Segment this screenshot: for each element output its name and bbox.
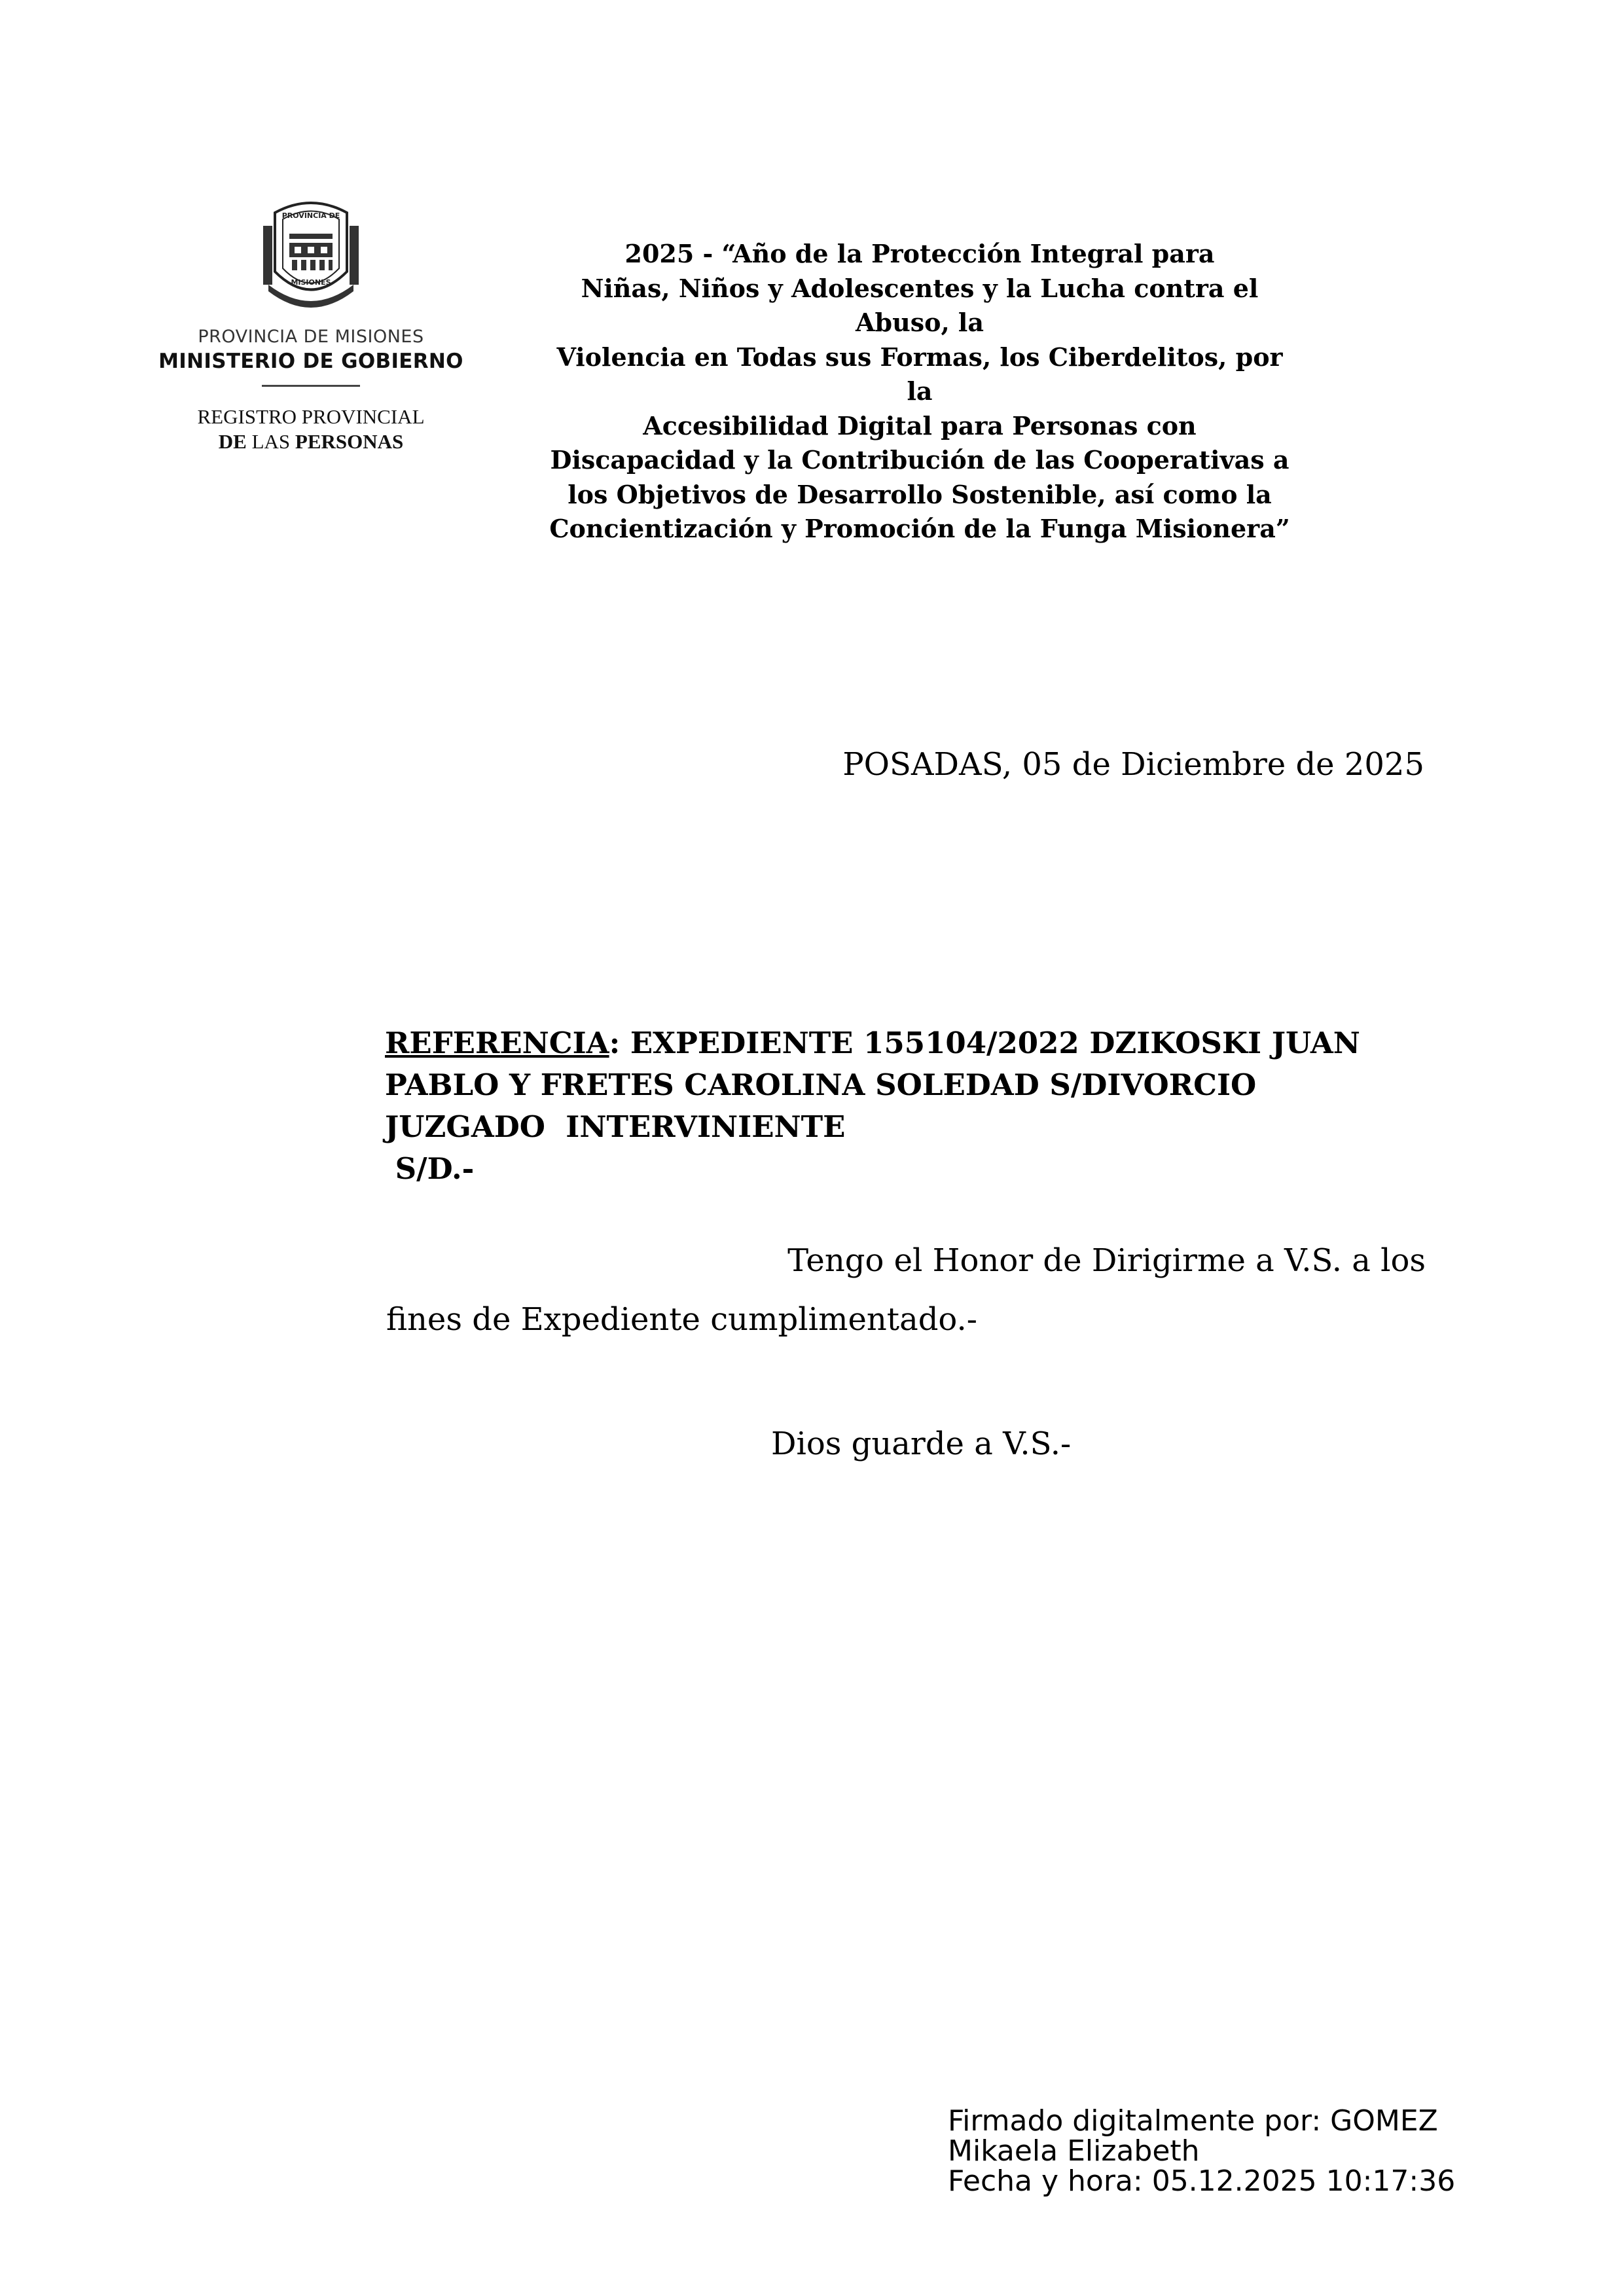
motto-line: Niñas, Niños y Adolescentes y la Lucha contra el (581, 273, 1259, 303)
motto-line: Violencia en Todas sus Formas, los Ciberdelitos, por (556, 342, 1283, 372)
closing-line: Dios guarde a V.S.- (771, 1426, 1072, 1462)
body-paragraph-line-2: fines de Expediente cumplimentado.- (386, 1301, 977, 1338)
reference-line-1-rest: : EXPEDIENTE 155104/2022 DZIKOSKI JUAN (609, 1026, 1360, 1060)
motto-line: 2025 - “Año de la Protección Integral para (624, 239, 1215, 268)
body-paragraph-line-1: Tengo el Honor de Dirigirme a V.S. a los (787, 1242, 1426, 1279)
motto-line: los Objetivos de Desarrollo Sostenible, así como la (568, 479, 1272, 509)
reference-line-3: JUZGADO INTERVINIENTE (385, 1109, 846, 1144)
reference-block (385, 1022, 1432, 1190)
registry-line-1: REGISTRO PROVINCIAL (197, 405, 425, 428)
digital-signature (948, 2106, 1537, 2197)
registry-de: DE (218, 430, 247, 453)
motto-line: Abuso, la (856, 308, 984, 337)
reference-line-1 (385, 1022, 1432, 1064)
registry-line-2 (157, 429, 465, 454)
ministry-name: MINISTERIO DE GOBIERNO (158, 350, 463, 373)
registry-name (157, 404, 465, 454)
motto-line: Discapacidad y la Contribución de las Cooperativas a (550, 445, 1290, 475)
province-name: PROVINCIA DE MISIONES (198, 327, 424, 347)
signature-line-2: Mikaela Elizabeth (948, 2134, 1200, 2168)
registry-personas: PERSONAS (295, 430, 404, 453)
letterhead-logo (157, 193, 465, 387)
reference-label: REFERENCIA (385, 1026, 609, 1060)
reference-line-2: PABLO Y FRETES CAROLINA SOLEDAD S/DIVORCIO (385, 1067, 1257, 1102)
signature-line-3: Fecha y hora: 05.12.2025 10:17:36 (948, 2164, 1456, 2198)
registry-las: LAS (251, 430, 291, 453)
provincial-coat-of-arms-icon (249, 193, 373, 317)
logo-divider (262, 385, 360, 387)
signature-line-1: Firmado digitalmente por: GOMEZ (948, 2104, 1438, 2138)
motto-line: Concientización y Promoción de la Funga Misionera” (549, 514, 1290, 543)
reference-line-4: S/D.- (385, 1151, 475, 1186)
year-motto (524, 237, 1316, 547)
seal-text-bottom: MISIONES (291, 278, 331, 287)
seal-text-top: PROVINCIA DE (281, 211, 340, 220)
motto-line: la (907, 376, 933, 406)
motto-line: Accesibilidad Digital para Personas con (643, 410, 1197, 440)
date-line: POSADAS, 05 de Diciembre de 2025 (842, 746, 1424, 783)
